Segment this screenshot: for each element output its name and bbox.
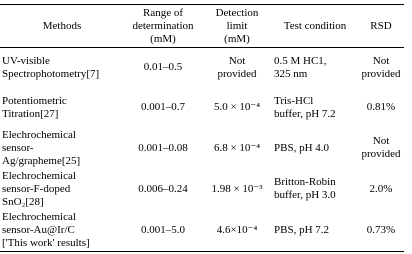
- cell-condition: Britton-Robin buffer, pH 3.0: [274, 176, 336, 201]
- cell-method: Potentiometric Titration[27]: [2, 94, 67, 120]
- cell-range: 0.001–5.0: [141, 223, 185, 236]
- cell-condition: PBS, pH 4.0: [274, 141, 330, 154]
- cell-limit: 4.6×10⁻⁴: [216, 223, 258, 236]
- cell-method: UV-visible Spectrophotometry[7]: [2, 54, 100, 80]
- header-methods: Methods: [42, 19, 82, 32]
- cell-limit: Not provided: [217, 54, 257, 80]
- table-row: [0, 210, 404, 252]
- cell-method: Elechrochemical sensor-F-doped SnO₂[28]: [2, 169, 76, 208]
- table-row: [0, 128, 404, 169]
- cell-method: Elechrochemical sensor-Au@Ir/C ['This work' results]: [2, 210, 90, 249]
- header-row: [0, 5, 404, 48]
- table-row: [0, 88, 404, 128]
- header-range: Range of determination (mM): [132, 6, 194, 45]
- cell-rsd: 2.0%: [369, 182, 393, 195]
- cell-condition: Tris-HCl buffer, pH 7.2: [274, 94, 336, 120]
- comparison-table: [0, 4, 404, 252]
- cell-range: 0.001–0.08: [138, 141, 188, 154]
- header-rsd: RSD: [370, 19, 392, 32]
- cell-rsd: Not provided: [361, 135, 401, 160]
- cell-limit: 1.98 × 10⁻³: [211, 182, 263, 195]
- cell-limit: 6.8 × 10⁻⁴: [213, 141, 261, 154]
- cell-rsd: 0.73%: [366, 223, 396, 236]
- cell-condition: PBS, pH 7.2: [274, 223, 330, 236]
- cell-method: Elechrochemical sensor- Ag/grapheme[25]: [2, 128, 81, 167]
- table-row: [0, 48, 404, 88]
- table-row: [0, 169, 404, 210]
- cell-rsd: Not provided: [361, 54, 401, 80]
- cell-range: 0.01–0.5: [143, 61, 183, 74]
- header-detection-limit: Detection limit (mM): [215, 6, 259, 45]
- cell-rsd: 0.81%: [366, 101, 396, 113]
- cell-limit: 5.0 × 10⁻⁴: [213, 101, 261, 113]
- cell-condition: 0.5 M HC1, 325 nm: [274, 54, 327, 80]
- table-header: [0, 5, 404, 48]
- table-body: [0, 48, 404, 252]
- cell-range: 0.006–0.24: [138, 182, 188, 195]
- cell-range: 0.001–0.7: [141, 101, 185, 113]
- header-test-condition: Test condition: [283, 19, 347, 32]
